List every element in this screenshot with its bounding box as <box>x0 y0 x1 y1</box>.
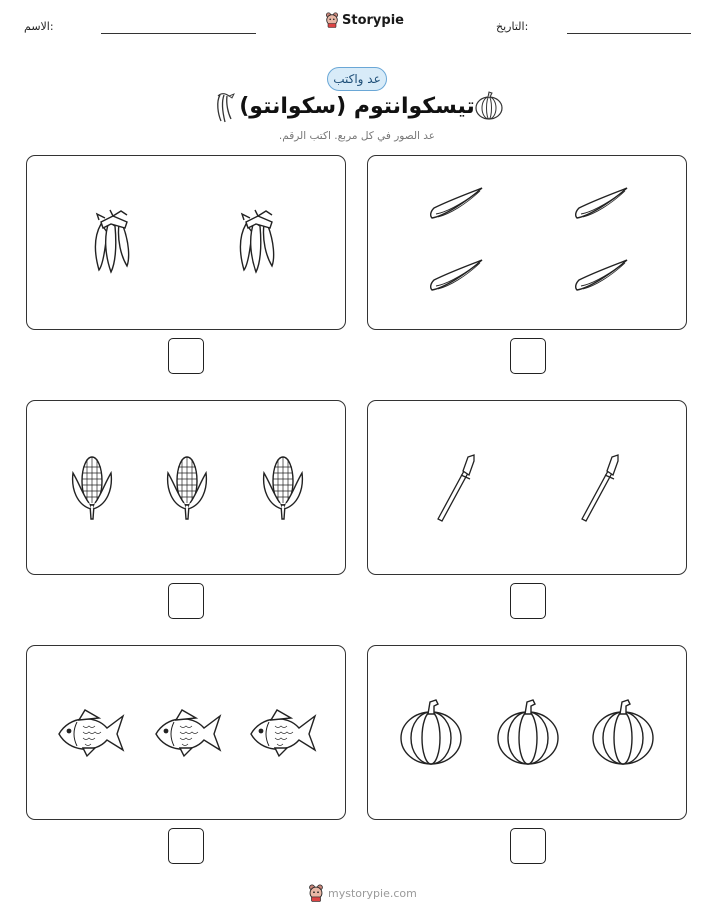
storypie-mascot-icon <box>308 884 324 902</box>
canoe-icon <box>428 256 486 300</box>
date-line <box>567 33 691 34</box>
instructions: عد الصور في كل مربع. اكتب الرقم. <box>278 130 436 142</box>
pumpkin-icon <box>590 698 656 768</box>
count-panel-fish <box>26 645 346 820</box>
count-panel-spears <box>367 400 687 575</box>
spear-icon <box>430 453 480 523</box>
answer-box-pumpkins[interactable] <box>510 828 546 864</box>
corn-icon <box>67 453 117 523</box>
corn-icon <box>258 453 308 523</box>
brand-logo <box>325 12 404 28</box>
answer-box-spears[interactable] <box>510 583 546 619</box>
canoe-icon <box>573 184 631 228</box>
page-title: تيسكوانتوم (سكوانتو) <box>239 94 475 119</box>
answer-box-canoes[interactable] <box>510 338 546 374</box>
fish-icon <box>55 704 127 764</box>
footer-url[interactable]: mystorypie.com <box>328 886 417 900</box>
count-panel-corn <box>26 400 346 575</box>
pumpkin-icon <box>473 91 505 121</box>
canoe-icon <box>428 184 486 228</box>
corn-icon <box>162 453 212 523</box>
canoe-icon <box>573 256 631 300</box>
answer-box-fish[interactable] <box>168 828 204 864</box>
count-panel-canoes <box>367 155 687 330</box>
answer-box-corn[interactable] <box>168 583 204 619</box>
count-panel-beans <box>26 155 346 330</box>
bean-pod-icon <box>87 208 143 274</box>
date-label: التاريخ: <box>496 20 529 33</box>
count-panel-pumpkins <box>367 645 687 820</box>
spear-icon <box>574 453 624 523</box>
brand-name: Storypie <box>342 12 404 28</box>
footer <box>308 884 417 902</box>
bean-pod-icon <box>232 208 288 274</box>
activity-badge: عد واكتب <box>327 67 387 91</box>
fish-icon <box>152 704 224 764</box>
pumpkin-icon <box>495 698 561 768</box>
fish-icon <box>247 704 319 764</box>
storypie-mascot-icon <box>325 12 339 28</box>
pumpkin-icon <box>398 698 464 768</box>
name-label: الاسم: <box>24 20 54 33</box>
answer-box-beans[interactable] <box>168 338 204 374</box>
name-line <box>101 33 256 34</box>
